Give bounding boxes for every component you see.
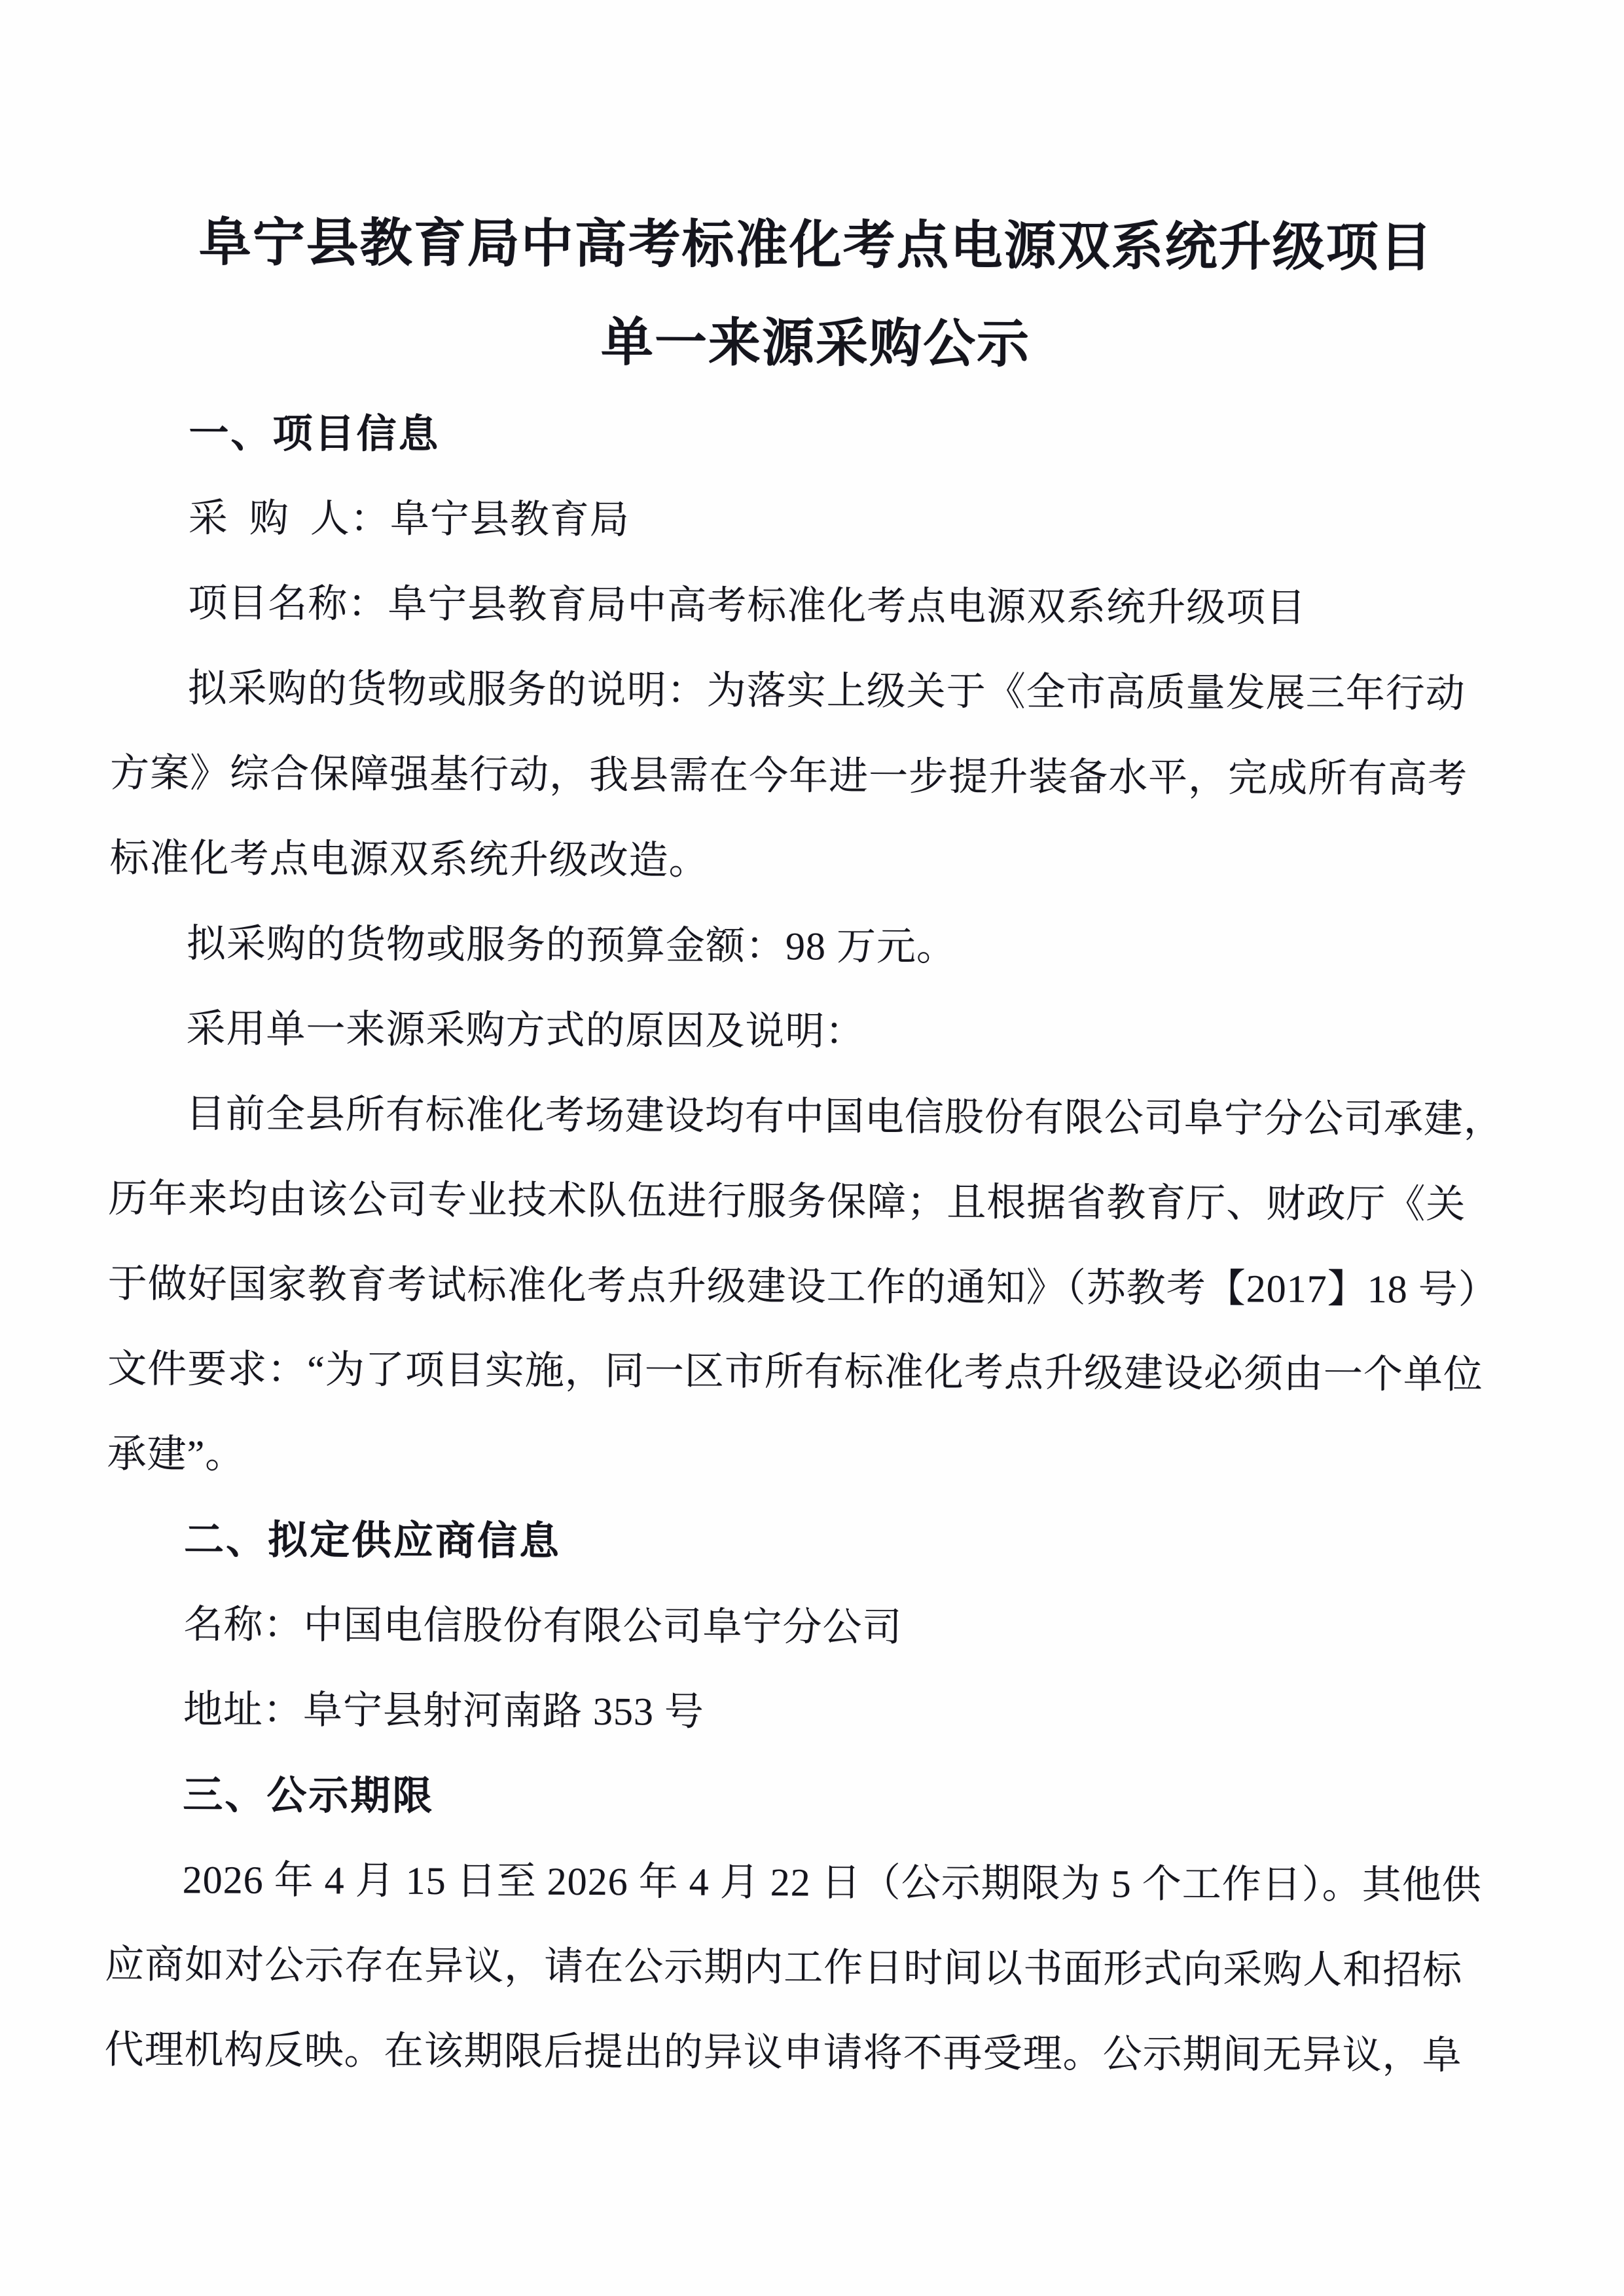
reason-line-2: 历年来均由该公司专业技术队伍进行服务保障；且根据省教育厅、财政厅《关 bbox=[108, 1176, 1466, 1226]
budget-line: 拟采购的货物或服务的预算金额：98 万元。 bbox=[186, 922, 957, 969]
procurement-description-line-1: 拟采购的货物或服务的说明：为落实上级关于《全市高质量发展三年行动 bbox=[187, 666, 1466, 716]
procurement-description-line-2: 方案》综合保障强基行动，我县需在今年进一步提升装备水平，完成所有高考 bbox=[110, 751, 1468, 801]
supplier-name-line: 名称：中国电信股份有限公司阜宁分公司 bbox=[183, 1603, 903, 1650]
single-source-reason-label-line: 采用单一来源采购方式的原因及说明： bbox=[186, 1007, 865, 1053]
document-content bbox=[104, 194, 1520, 2098]
section-3-heading: 三、公示期限 bbox=[183, 1772, 435, 1818]
supplier-address-line: 地址：阜宁县射河南路 353 号 bbox=[183, 1688, 705, 1734]
period-line-2: 应商如对公示存在异议，请在公示期内工作日时间以书面形式向采购人和招标 bbox=[105, 1942, 1463, 1992]
document-title-line-1: 阜宁县教育局中高考标准化考点电源双系统升级项目 bbox=[198, 214, 1434, 278]
section-2-heading: 二、拟定供应商信息 bbox=[183, 1517, 562, 1563]
purchaser-line: 采 购 人：阜宁县教育局 bbox=[188, 496, 630, 542]
document-title-line-2: 单一来源采购公示 bbox=[600, 314, 1031, 374]
period-line-1: 2026 年 4 月 15 日至 2026 年 4 月 22 日（公示期限为 5 个工作日）。其他供 bbox=[182, 1858, 1482, 1907]
period-line-3: 代理机构反映。在该期限后提出的异议申请将不再受理。公示期间无异议，阜 bbox=[104, 2028, 1462, 2077]
reason-line-5: 承建”。 bbox=[107, 1432, 245, 1476]
reason-line-4: 文件要求：“为了项目实施，同一区市所有标准化考点升级建设必须由一个单位 bbox=[107, 1347, 1483, 1396]
reason-line-3: 于做好国家教育考试标准化考点升级建设工作的通知》（苏教考【2017】18 号） bbox=[107, 1262, 1498, 1312]
section-1-heading: 一、项目信息 bbox=[189, 410, 441, 456]
project-name-line: 项目名称：阜宁县教育局中高考标准化考点电源双系统升级项目 bbox=[188, 581, 1307, 630]
procurement-description-line-3: 标准化考点电源双系统升级改造。 bbox=[109, 836, 709, 883]
reason-line-1: 目前全县所有标准化考场建设均有中国电信股份有限公司阜宁分公司承建， bbox=[185, 1092, 1504, 1142]
document-title bbox=[112, 194, 1520, 396]
